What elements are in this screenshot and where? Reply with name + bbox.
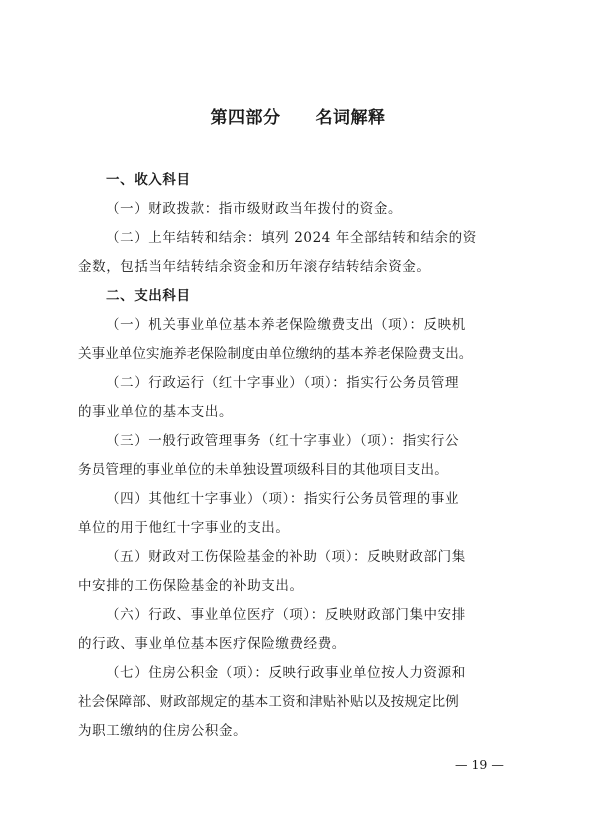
paragraph-line: （三）一般行政管理事务（红十字事业）（项）：指实行公: [106, 433, 460, 449]
paragraph-line: （七）住房公积金（项）：反映行政事业单位按人力资源和: [106, 665, 466, 681]
paragraph-line: 务员管理的事业单位的未单独设置项级科目的其他项目支出。: [78, 462, 448, 478]
section-heading-income: 一、收入科目: [106, 172, 191, 188]
paragraph-line: 为职工缴纳的住房公积金。: [78, 723, 248, 739]
paragraph-line: 的事业单位的基本支出。: [78, 404, 234, 420]
paragraph-line: （五）财政对工伤保险基金的补助（项）：反映财政部门集: [106, 549, 466, 565]
section-heading-expense: 二、支出科目: [106, 288, 191, 304]
paragraph-line: （一）财政拨款：指市级财政当年拨付的资金。: [106, 201, 403, 217]
paragraph-line: 关事业单位实施养老保险制度由单位缴纳的基本养老保险费支出。: [78, 346, 473, 362]
paragraph-line: （六）行政、事业单位医疗（项）：反映财政部门集中安排: [106, 607, 466, 623]
page-number: — 19 —: [455, 757, 504, 772]
paragraph-line: 金数，包括当年结转结余资金和历年滚存结转结余资金。: [78, 259, 431, 275]
paragraph-line: （一）机关事业单位基本养老保险缴费支出（项）：反映机: [106, 317, 466, 333]
paragraph-line: （四）其他红十字事业）（项）：指实行公务员管理的事业: [106, 491, 460, 507]
paragraph-line: （二）行政运行（红十字事业）（项）：指实行公务员管理: [106, 375, 460, 391]
paragraph-line: 中安排的工伤保险基金的补助支出。: [78, 578, 304, 594]
paragraph-line: 社会保障部、财政部规定的基本工资和津贴补贴以及按规定比例: [78, 694, 459, 710]
paragraph-line: 的行政、事业单位基本医疗保险缴费经费。: [78, 636, 346, 652]
page-title: 第四部分 名词解释: [210, 108, 386, 128]
paragraph-line: 单位的用于他红十字事业的支出。: [78, 520, 290, 536]
paragraph-line: （二）上年结转和结余：填列 2024 年全部结转和结余的资: [106, 230, 477, 246]
